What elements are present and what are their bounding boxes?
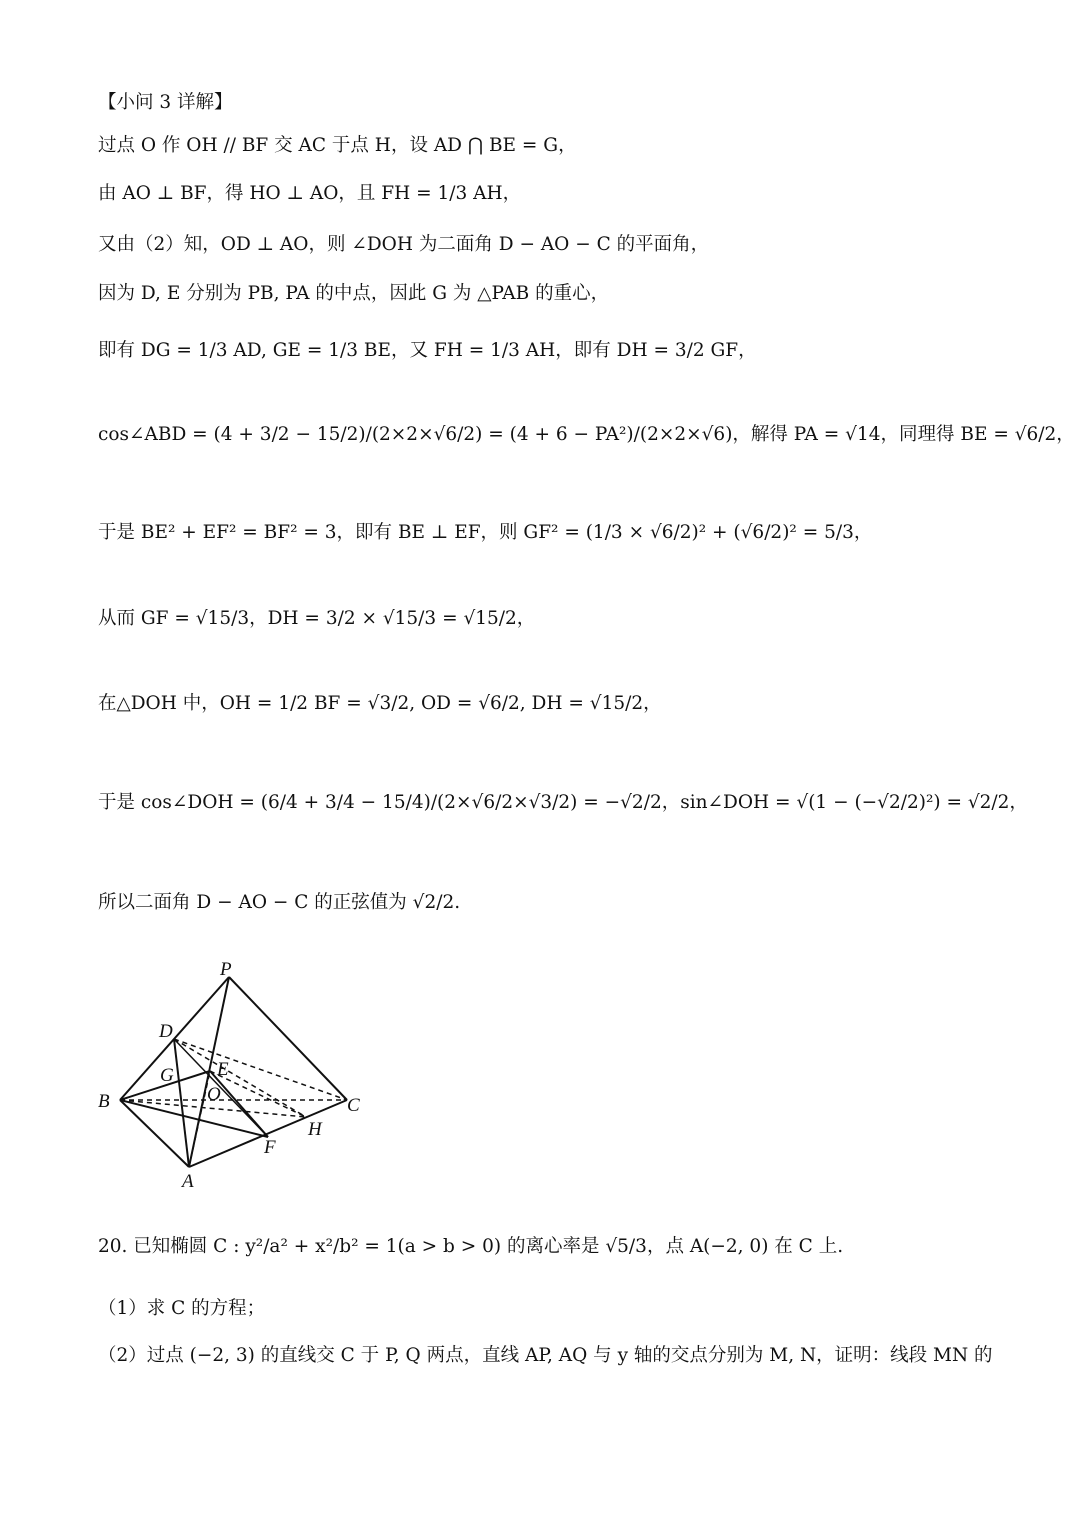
solution-line-6: cos∠ABD = (4 + 3/2 − 15/2)/(2×2×√6/2) = (4 + 6 − PA²)/(2×2×√6)，解得 PA = √14，同理得 BE = √6/2， (98, 424, 1075, 445)
label-B: B (98, 1091, 110, 1112)
label-P: P (220, 959, 232, 980)
label-A: A (182, 1171, 194, 1192)
problem-20-part-1: （1）求 C 的方程； (98, 1298, 266, 1319)
solution-line-1: 过点 O 作 OH // BF 交 AC 于点 H，设 AD ⋂ BE = G， (98, 135, 577, 156)
label-O: O (207, 1084, 221, 1105)
problem-20-statement: 20. 已知椭圆 C : y²/a² + x²/b² = 1(a > b > 0) 的离心率是 √5/3，点 A(−2, 0) 在 C 上. (98, 1236, 844, 1257)
solution-line-7: 于是 BE² + EF² = BF² = 3，即有 BE ⊥ EF，则 GF² = (1/3 × √6/2)² + (√6/2)² = 5/3， (98, 522, 873, 543)
label-G: G (160, 1065, 174, 1086)
solution-line-8: 从而 GF = √15/3，DH = 3/2 × √15/3 = √15/2， (98, 608, 536, 629)
label-F: F (264, 1137, 276, 1158)
pyramid-figure (92, 955, 392, 1195)
problem-20-part-2: （2）过点 (−2, 3) 的直线交 C 于 P, Q 两点，直线 AP, AQ 与 y 轴的交点分别为 M, N，证明：线段 MN 的 (98, 1345, 993, 1366)
solution-line-2: 由 AO ⊥ BF，得 HO ⊥ AO，且 FH = 1/3 AH， (98, 183, 522, 204)
solution-line-3: 又由（2）知，OD ⊥ AO，则 ∠DOH 为二面角 D − AO − C 的平面角， (98, 234, 710, 255)
solution-line-5: 即有 DG = 1/3 AD, GE = 1/3 BE，又 FH = 1/3 AH，即有 DH = 3/2 GF， (98, 340, 757, 361)
label-E: E (217, 1059, 229, 1080)
section-heading: 【小问 3 详解】 (98, 92, 233, 113)
solution-line-4: 因为 D, E 分别为 PB, PA 的中点，因此 G 为 △PAB 的重心， (98, 283, 610, 304)
solution-conclusion: 所以二面角 D − AO − C 的正弦值为 √2/2. (98, 892, 461, 913)
label-C: C (347, 1095, 360, 1116)
label-H: H (308, 1119, 322, 1140)
solution-line-9: 在△DOH 中，OH = 1/2 BF = √3/2, OD = √6/2, DH = √15/2， (98, 693, 662, 714)
label-D: D (159, 1021, 173, 1042)
solution-line-10: 于是 cos∠DOH = (6/4 + 3/4 − 15/4)/(2×√6/2×√3/2) = −√2/2，sin∠DOH = √(1 − (−√2/2)²) = √2/2， (98, 792, 1028, 813)
